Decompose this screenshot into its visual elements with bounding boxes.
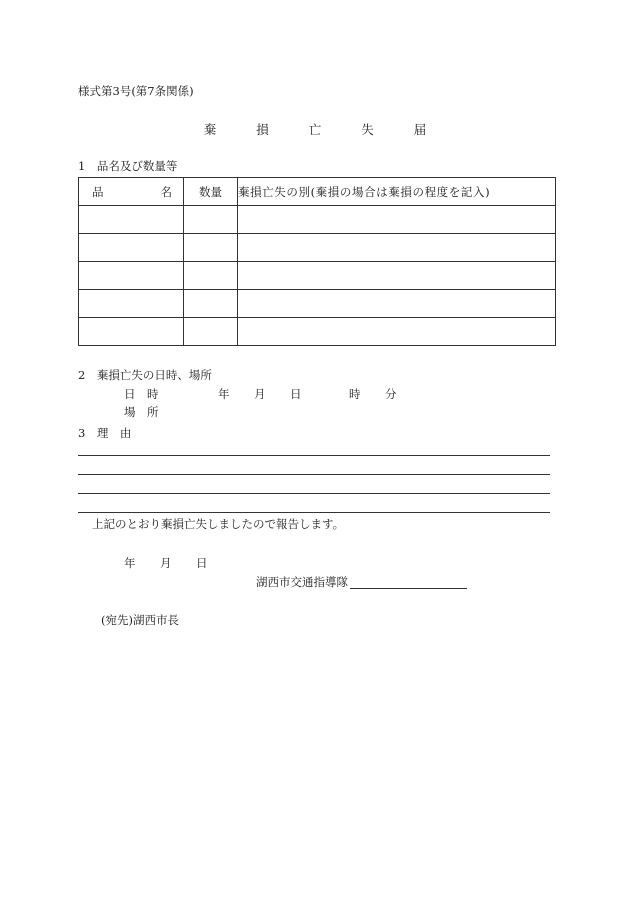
report-day[interactable]: 日 — [196, 556, 208, 570]
addressee: (宛先)湖西市長 — [101, 613, 179, 627]
header-name-char: 名 — [160, 184, 172, 199]
cell-item-name[interactable] — [79, 262, 184, 290]
cell-kind[interactable] — [238, 290, 556, 318]
header-kind: 棄損亡失の別(棄損の場合は棄損の程度を記入) — [238, 178, 556, 206]
organization-name: 湖西市交通指導隊 — [256, 575, 348, 589]
cell-item-name[interactable] — [79, 318, 184, 346]
cell-kind[interactable] — [238, 234, 556, 262]
cell-kind[interactable] — [238, 206, 556, 234]
document-title — [0, 124, 630, 137]
header-quantity: 数量 — [184, 178, 238, 206]
datetime-minute[interactable]: 分 — [385, 387, 397, 401]
place-label: 場 所 — [124, 405, 159, 419]
report-year[interactable]: 年 — [124, 556, 136, 570]
cell-quantity[interactable] — [184, 234, 238, 262]
header-name-char: 品 — [92, 184, 104, 199]
title-char: 失 — [361, 122, 374, 137]
table-row — [79, 234, 556, 262]
cell-quantity[interactable] — [184, 290, 238, 318]
datetime-day[interactable]: 日 — [290, 387, 302, 401]
cell-quantity[interactable] — [184, 206, 238, 234]
title-char: 損 — [256, 122, 269, 137]
cell-quantity[interactable] — [184, 318, 238, 346]
cell-item-name[interactable] — [79, 206, 184, 234]
signature-line[interactable] — [350, 588, 467, 589]
section2-heading: 2 棄損亡失の日時、場所 — [78, 368, 212, 382]
cell-kind[interactable] — [238, 262, 556, 290]
datetime-label: 日 時 — [124, 387, 159, 401]
cell-quantity[interactable] — [184, 262, 238, 290]
header-item-name — [79, 178, 184, 206]
items-table — [78, 177, 556, 346]
section1-heading: 1 品名及び数量等 — [78, 159, 178, 173]
cell-item-name[interactable] — [79, 234, 184, 262]
title-char: 届 — [413, 122, 427, 137]
reason-line[interactable] — [78, 493, 550, 494]
reason-line[interactable] — [78, 512, 550, 513]
report-statement: 上記のとおり棄損亡失しましたので報告します。 — [92, 517, 345, 531]
datetime-year[interactable]: 年 — [218, 387, 230, 401]
datetime-month[interactable]: 月 — [254, 387, 266, 401]
datetime-hour[interactable]: 時 — [349, 387, 361, 401]
title-char: 棄 — [203, 122, 217, 137]
cell-item-name[interactable] — [79, 290, 184, 318]
table-header-row — [79, 178, 556, 206]
reason-line[interactable] — [78, 455, 550, 456]
section3-heading: 3 理 由 — [78, 426, 132, 440]
table-row — [79, 318, 556, 346]
table-row — [79, 290, 556, 318]
cell-kind[interactable] — [238, 318, 556, 346]
form-number: 様式第3号(第7条関係) — [78, 84, 194, 98]
title-char: 亡 — [308, 122, 322, 137]
table-row — [79, 262, 556, 290]
reason-line[interactable] — [78, 474, 550, 475]
report-month[interactable]: 月 — [160, 556, 172, 570]
table-row — [79, 206, 556, 234]
